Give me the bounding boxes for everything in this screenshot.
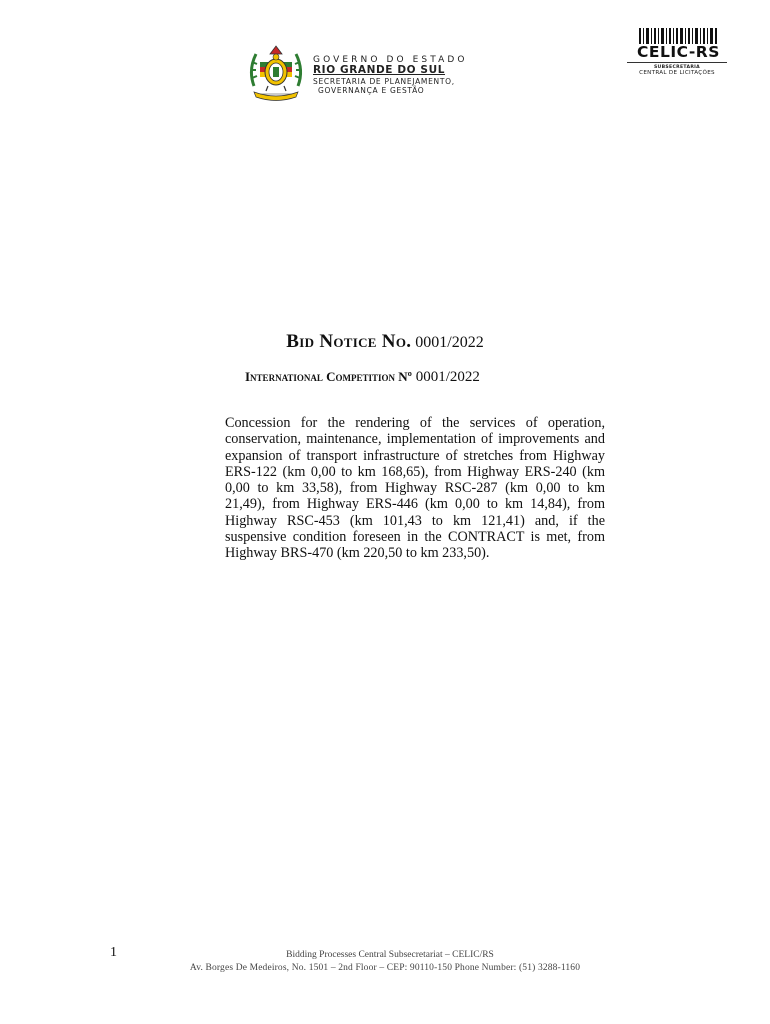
footer-address: Av. Borges De Medeiros, No. 1501 – 2nd Floor – CEP: 90110-150 Phone Number: (51) 3288-1160 (189, 963, 581, 973)
page-number: 1 (110, 945, 117, 960)
coat-of-arms-icon (246, 40, 306, 104)
bid-notice-label: Bid Notice No. (286, 331, 412, 352)
competition-number: 0001/2022 (415, 369, 480, 385)
concession-description: Concession for the rendering of the services of operation, conservation, maintenance, implementation of improvements and expansion of transport infrastructure of stretches from Highway ERS-122 (km 0,00 to km 168,65), from Highway ERS-240 (km 0,00 to km 33,58), from Highway RSC-287 (km 0,00 to km 21,49), from Highway ERS-446 (km 0,00 to km 14,84), from Highway RSC-453 (km 101,43 to km 121,41) and, if the suspensive condition foreseen in the CONTRACT is met, from Highway BRS-470 (km 220,50 to km 233,50). (225, 415, 605, 562)
letterhead-state-name: RIO GRANDE DO SUL (313, 64, 446, 76)
letterhead-line1: GOVERNO DO ESTADO (313, 55, 468, 65)
bid-notice-title (0, 331, 770, 353)
competition-subtitle (245, 369, 480, 386)
celic-subtitle-1: SUBSECRETARIA (653, 65, 701, 70)
celic-subtitle-2: CENTRAL DE LICITAÇÕES (639, 70, 715, 76)
letterhead-secretariat: SECRETARIA DE PLANEJAMENTO, (313, 77, 455, 86)
footer-organization: Bidding Processes Central Subsecretariat – CELIC/RS (286, 950, 494, 960)
bid-notice-number: 0001/2022 (415, 334, 484, 351)
celic-name: CELIC-RS (637, 43, 720, 61)
celic-logo (627, 28, 727, 80)
state-letterhead (313, 55, 473, 95)
letterhead-secretariat-2: GOVERNANÇA E GESTÃO (318, 86, 425, 95)
celic-divider (627, 62, 727, 63)
competition-label: International Competition Nº (245, 369, 412, 384)
